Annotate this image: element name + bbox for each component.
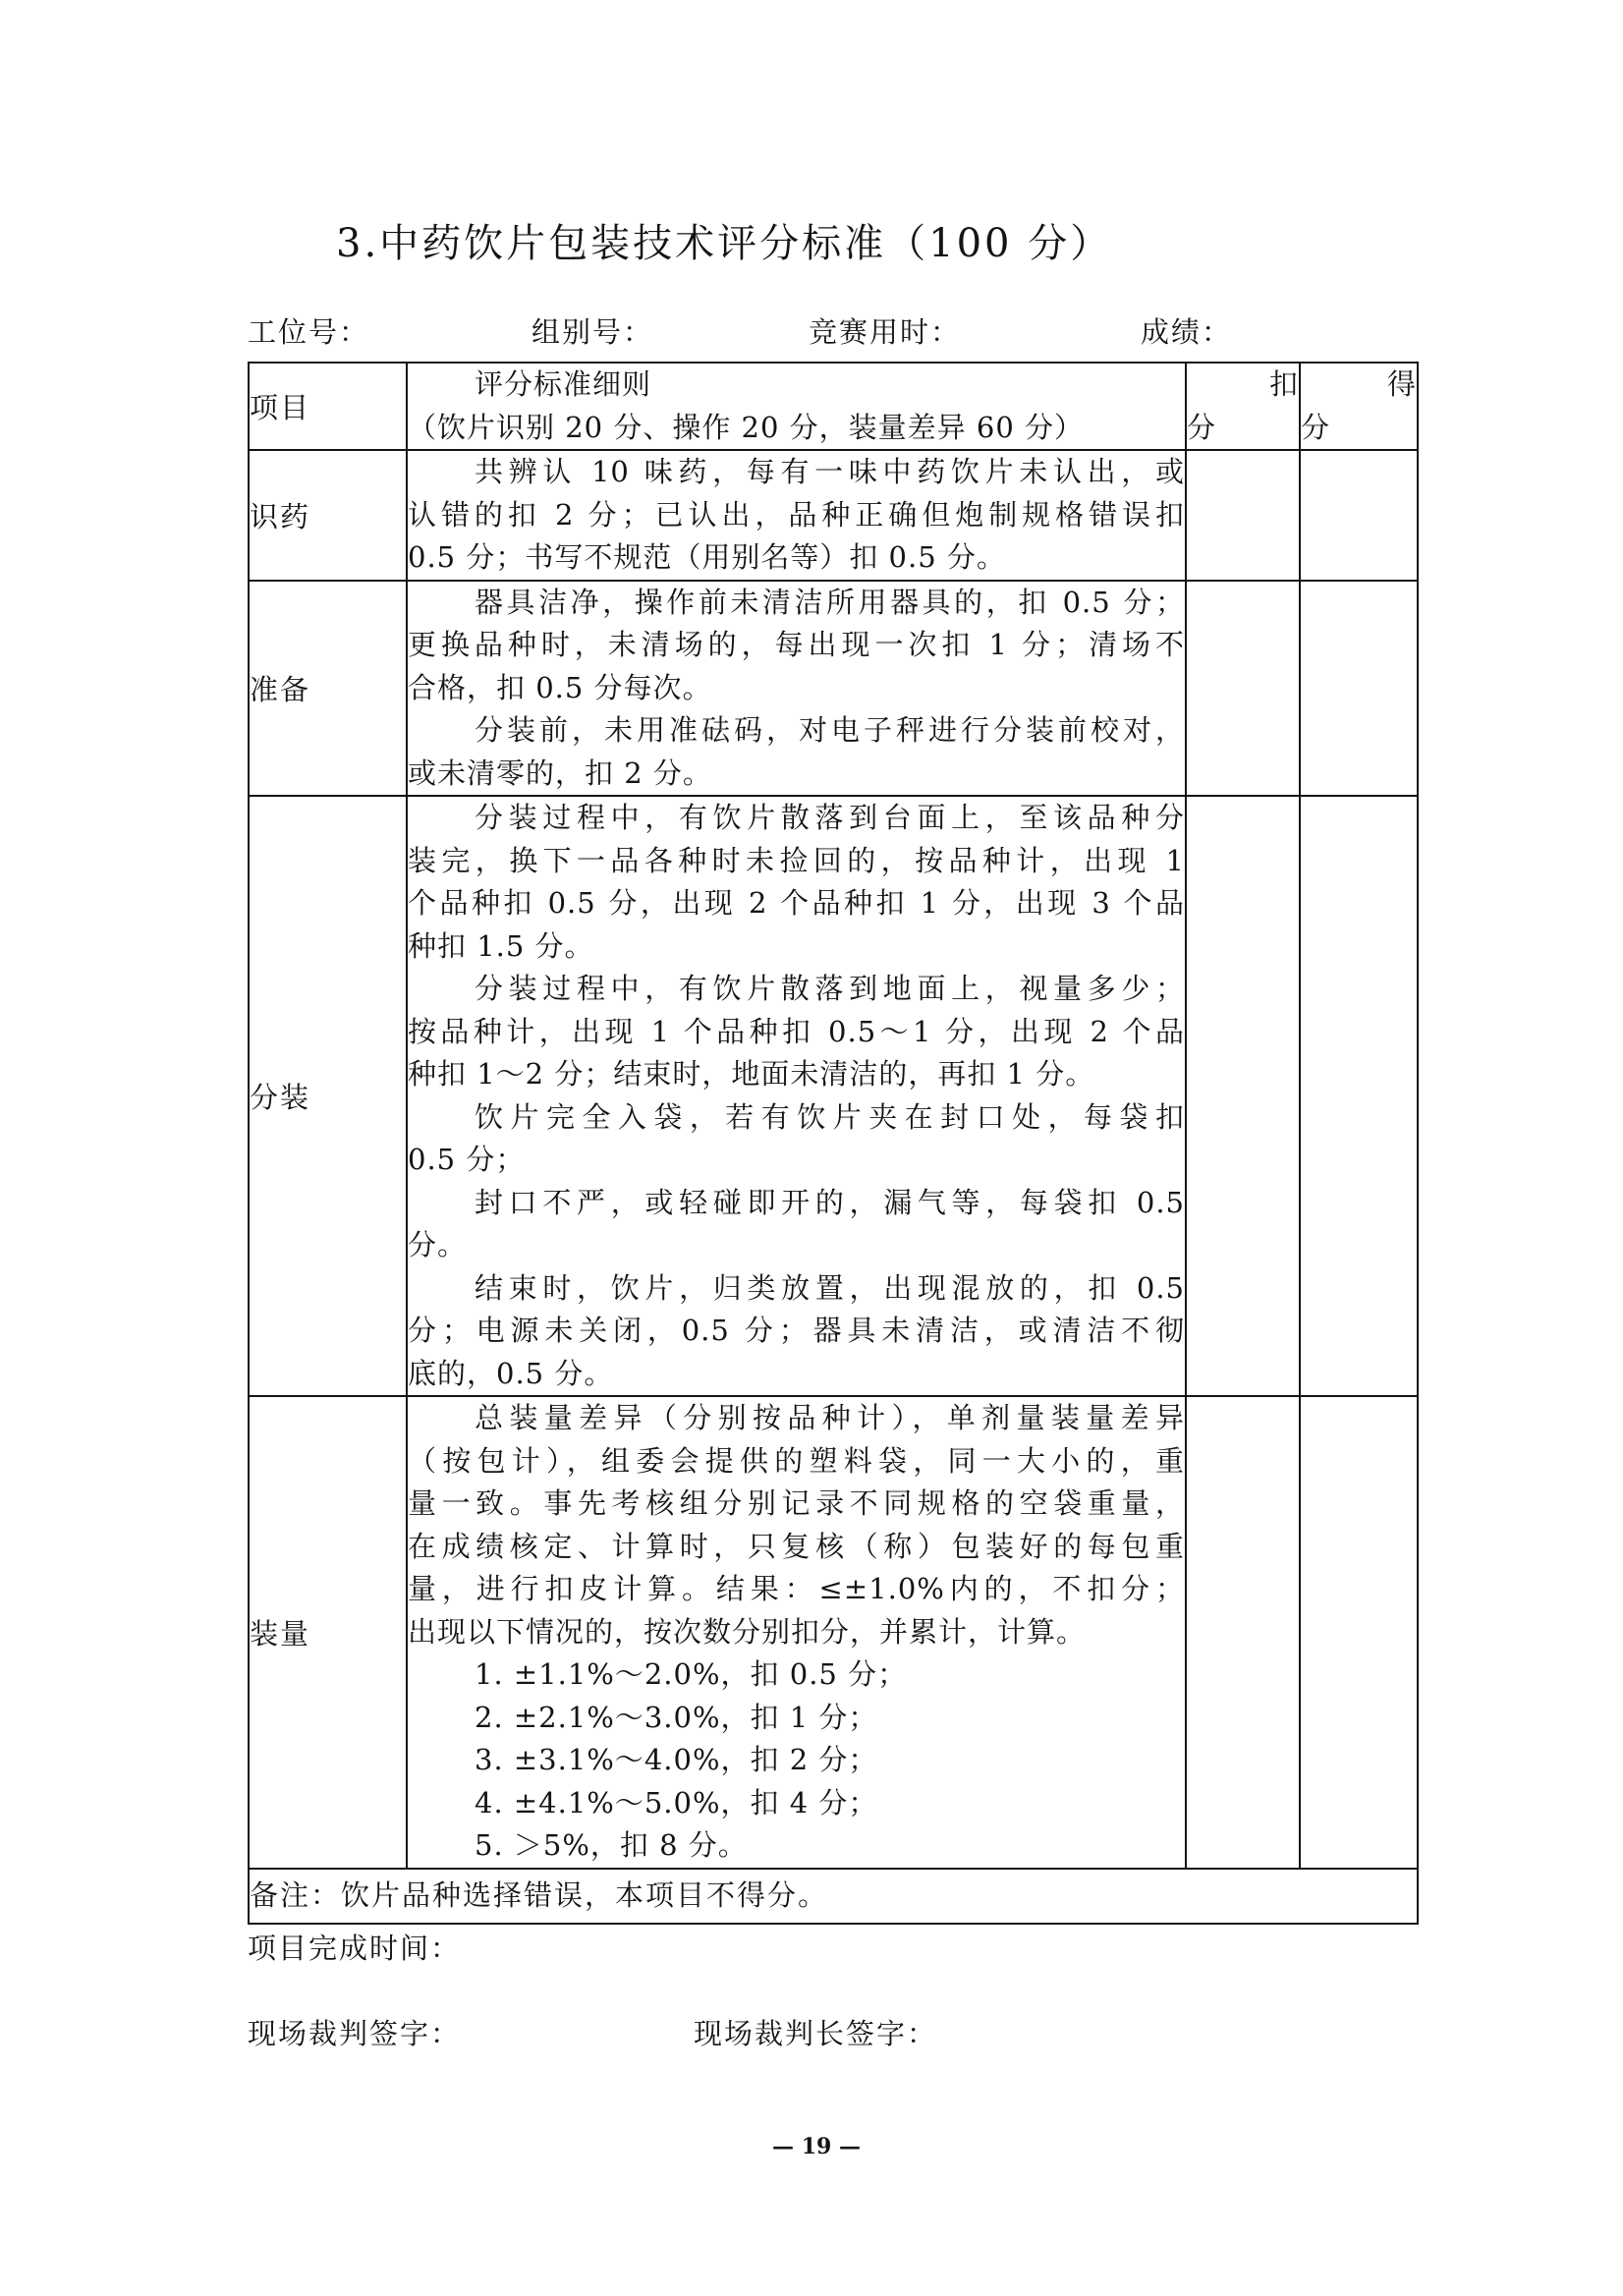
- criteria-paragraph: [408, 968, 1185, 1096]
- criteria-paragraph: [408, 1782, 1185, 1825]
- table-row: [249, 1396, 1418, 1869]
- criteria-line: 底的，0.5 分。: [408, 1356, 614, 1390]
- station-number-label: 工位号：: [248, 315, 370, 349]
- criteria-line: 更换品种时，未清场的，每出现一次扣 1 分；清场不: [408, 628, 1185, 661]
- criteria-line: 共辨认 10 味药，每有一味中药饮片未认出，或: [475, 455, 1185, 488]
- criteria-line: 或未清零的，扣 2 分。: [408, 756, 712, 790]
- criteria-paragraph: [408, 1096, 1185, 1182]
- header-deduct-cell: [1186, 363, 1300, 450]
- document-title: 3.中药饮片包装技术评分标准（100 分）: [336, 221, 1113, 266]
- scoring-table: [248, 362, 1419, 1925]
- header-criteria-title: 评分标准细则: [475, 367, 652, 401]
- criteria-paragraph: [408, 797, 1185, 968]
- header-deduct-char-2: 分: [1187, 410, 1217, 444]
- header-earned-char-1: 得: [1386, 367, 1417, 401]
- criteria-line: 按品种计，出现 1 个品种扣 0.5～1 分，出现 2 个品: [408, 1014, 1185, 1048]
- criteria-line: 装完，换下一品各种时未捡回的，按品种计，出现 1: [408, 843, 1185, 877]
- row-criteria-cell: [407, 450, 1186, 581]
- row-earned-cell[interactable]: [1300, 796, 1418, 1396]
- criteria-line: 合格，扣 0.5 分每次。: [408, 670, 712, 704]
- criteria-paragraph: [408, 1182, 1185, 1267]
- header-earned-char-2: 分: [1301, 410, 1331, 444]
- criteria-line: 2. ±2.1%～3.0%，扣 1 分；: [475, 1700, 878, 1734]
- row-item-label: 装量: [250, 1616, 311, 1651]
- criteria-line: 分；电源未关闭，0.5 分；器具未清洁，或清洁不彻: [408, 1314, 1185, 1347]
- criteria-paragraph: [408, 709, 1185, 795]
- row-earned-cell[interactable]: [1300, 1396, 1418, 1869]
- row-item-label: 分装: [250, 1081, 311, 1114]
- row-item-cell: [249, 581, 407, 797]
- criteria-paragraph: [408, 1739, 1185, 1782]
- row-criteria-cell: [407, 796, 1186, 1396]
- row-deduct-cell[interactable]: [1186, 796, 1300, 1396]
- table-row: [249, 450, 1418, 581]
- note-text: 备注：饮片品种选择错误，本项目不得分。: [250, 1877, 829, 1912]
- criteria-line: 分装过程中，有饮片散落到台面上，至该品种分: [475, 801, 1185, 834]
- criteria-line: 种扣 1.5 分。: [408, 928, 594, 963]
- criteria-line: 量一致。事先考核组分别记录不同规格的空袋重量，: [408, 1486, 1185, 1520]
- criteria-line: 0.5 分；: [408, 1143, 526, 1176]
- criteria-line: （按包计），组委会提供的塑料袋，同一大小的，重: [408, 1443, 1185, 1478]
- criteria-paragraph: [408, 1397, 1185, 1653]
- chief-referee-signature-label: 现场裁判长签字：: [694, 2017, 938, 2050]
- score-label: 成绩：: [1141, 315, 1233, 349]
- criteria-line: 0.5 分；书写不规范（用别名等）扣 0.5 分。: [408, 540, 1006, 574]
- criteria-line: 出现以下情况的，按次数分别扣分，并累计，计算。: [408, 1614, 1087, 1649]
- criteria-line: 个品种扣 0.5 分，出现 2 个品种扣 1 分，出现 3 个品: [408, 886, 1185, 920]
- referee-signature-label: 现场裁判签字：: [248, 2017, 462, 2050]
- criteria-paragraph: [408, 1267, 1185, 1396]
- group-number-label: 组别号：: [532, 315, 654, 349]
- criteria-line: 封口不严，或轻碰即开的，漏气等，每袋扣 0.5: [475, 1185, 1185, 1219]
- table-row: [249, 581, 1418, 797]
- header-earned-cell: [1300, 363, 1418, 450]
- criteria-paragraph: [408, 451, 1185, 580]
- row-earned-cell[interactable]: [1300, 450, 1418, 581]
- table-note-row: [249, 1869, 1418, 1924]
- row-deduct-cell[interactable]: [1186, 1396, 1300, 1869]
- criteria-line: 5. ＞5%，扣 8 分。: [475, 1828, 748, 1862]
- row-item-label: 识药: [250, 499, 311, 533]
- header-deduct-char-1: 扣: [1268, 367, 1299, 401]
- table-row: [249, 796, 1418, 1396]
- header-item-label: 项目: [250, 391, 311, 424]
- criteria-line: 分。: [408, 1228, 468, 1261]
- criteria-line: 分装过程中，有饮片散落到地面上，视量多少；: [475, 972, 1185, 1005]
- row-item-cell: [249, 1396, 407, 1869]
- competition-time-label: 竞赛用时：: [809, 315, 962, 349]
- header-item-cell: [249, 363, 407, 450]
- header-criteria-cell: [407, 363, 1186, 450]
- row-criteria-cell: [407, 581, 1186, 797]
- criteria-line: 4. ±4.1%～5.0%，扣 4 分；: [475, 1785, 878, 1820]
- header-criteria-subtitle: （饮片识别 20 分、操作 20 分，装量差异 60 分）: [408, 410, 1085, 444]
- criteria-line: 结束时，饮片，归类放置，出现混放的，扣 0.5: [475, 1270, 1185, 1305]
- criteria-line: 总装量差异（分别按品种计），单剂量装量差异: [475, 1401, 1185, 1434]
- row-deduct-cell[interactable]: [1186, 450, 1300, 581]
- criteria-line: 认错的扣 2 分；已认出，品种正确但炮制规格错误扣: [408, 497, 1185, 532]
- criteria-paragraph: [408, 1653, 1185, 1697]
- criteria-line: 量，进行扣皮计算。结果：≤±1.0%内的，不扣分；: [408, 1572, 1185, 1605]
- note-cell: [249, 1869, 1418, 1924]
- criteria-paragraph: [408, 1824, 1185, 1868]
- table-header-row: [249, 363, 1418, 450]
- row-item-label: 准备: [250, 672, 311, 706]
- row-earned-cell[interactable]: [1300, 581, 1418, 797]
- completion-time-label: 项目完成时间：: [248, 1932, 462, 1965]
- criteria-line: 1. ±1.1%～2.0%，扣 0.5 分；: [475, 1657, 908, 1691]
- criteria-paragraph: [408, 582, 1185, 710]
- row-criteria-cell: [407, 1396, 1186, 1869]
- page-number: — 19 —: [772, 2134, 861, 2159]
- row-item-cell: [249, 796, 407, 1396]
- criteria-line: 饮片完全入袋，若有饮片夹在封口处，每袋扣: [475, 1099, 1185, 1134]
- criteria-line: 3. ±3.1%～4.0%，扣 2 分；: [475, 1743, 878, 1776]
- row-deduct-cell[interactable]: [1186, 581, 1300, 797]
- criteria-line: 在成绩核定、计算时，只复核（称）包装好的每包重: [408, 1529, 1185, 1563]
- criteria-paragraph: [408, 1697, 1185, 1740]
- row-item-cell: [249, 450, 407, 581]
- criteria-line: 种扣 1～2 分；结束时，地面未清洁的，再扣 1 分。: [408, 1057, 1095, 1091]
- criteria-line: 分装前，未用准砝码，对电子秤进行分装前校对，: [475, 713, 1185, 747]
- criteria-line: 器具洁净，操作前未清洁所用器具的，扣 0.5 分；: [475, 585, 1185, 619]
